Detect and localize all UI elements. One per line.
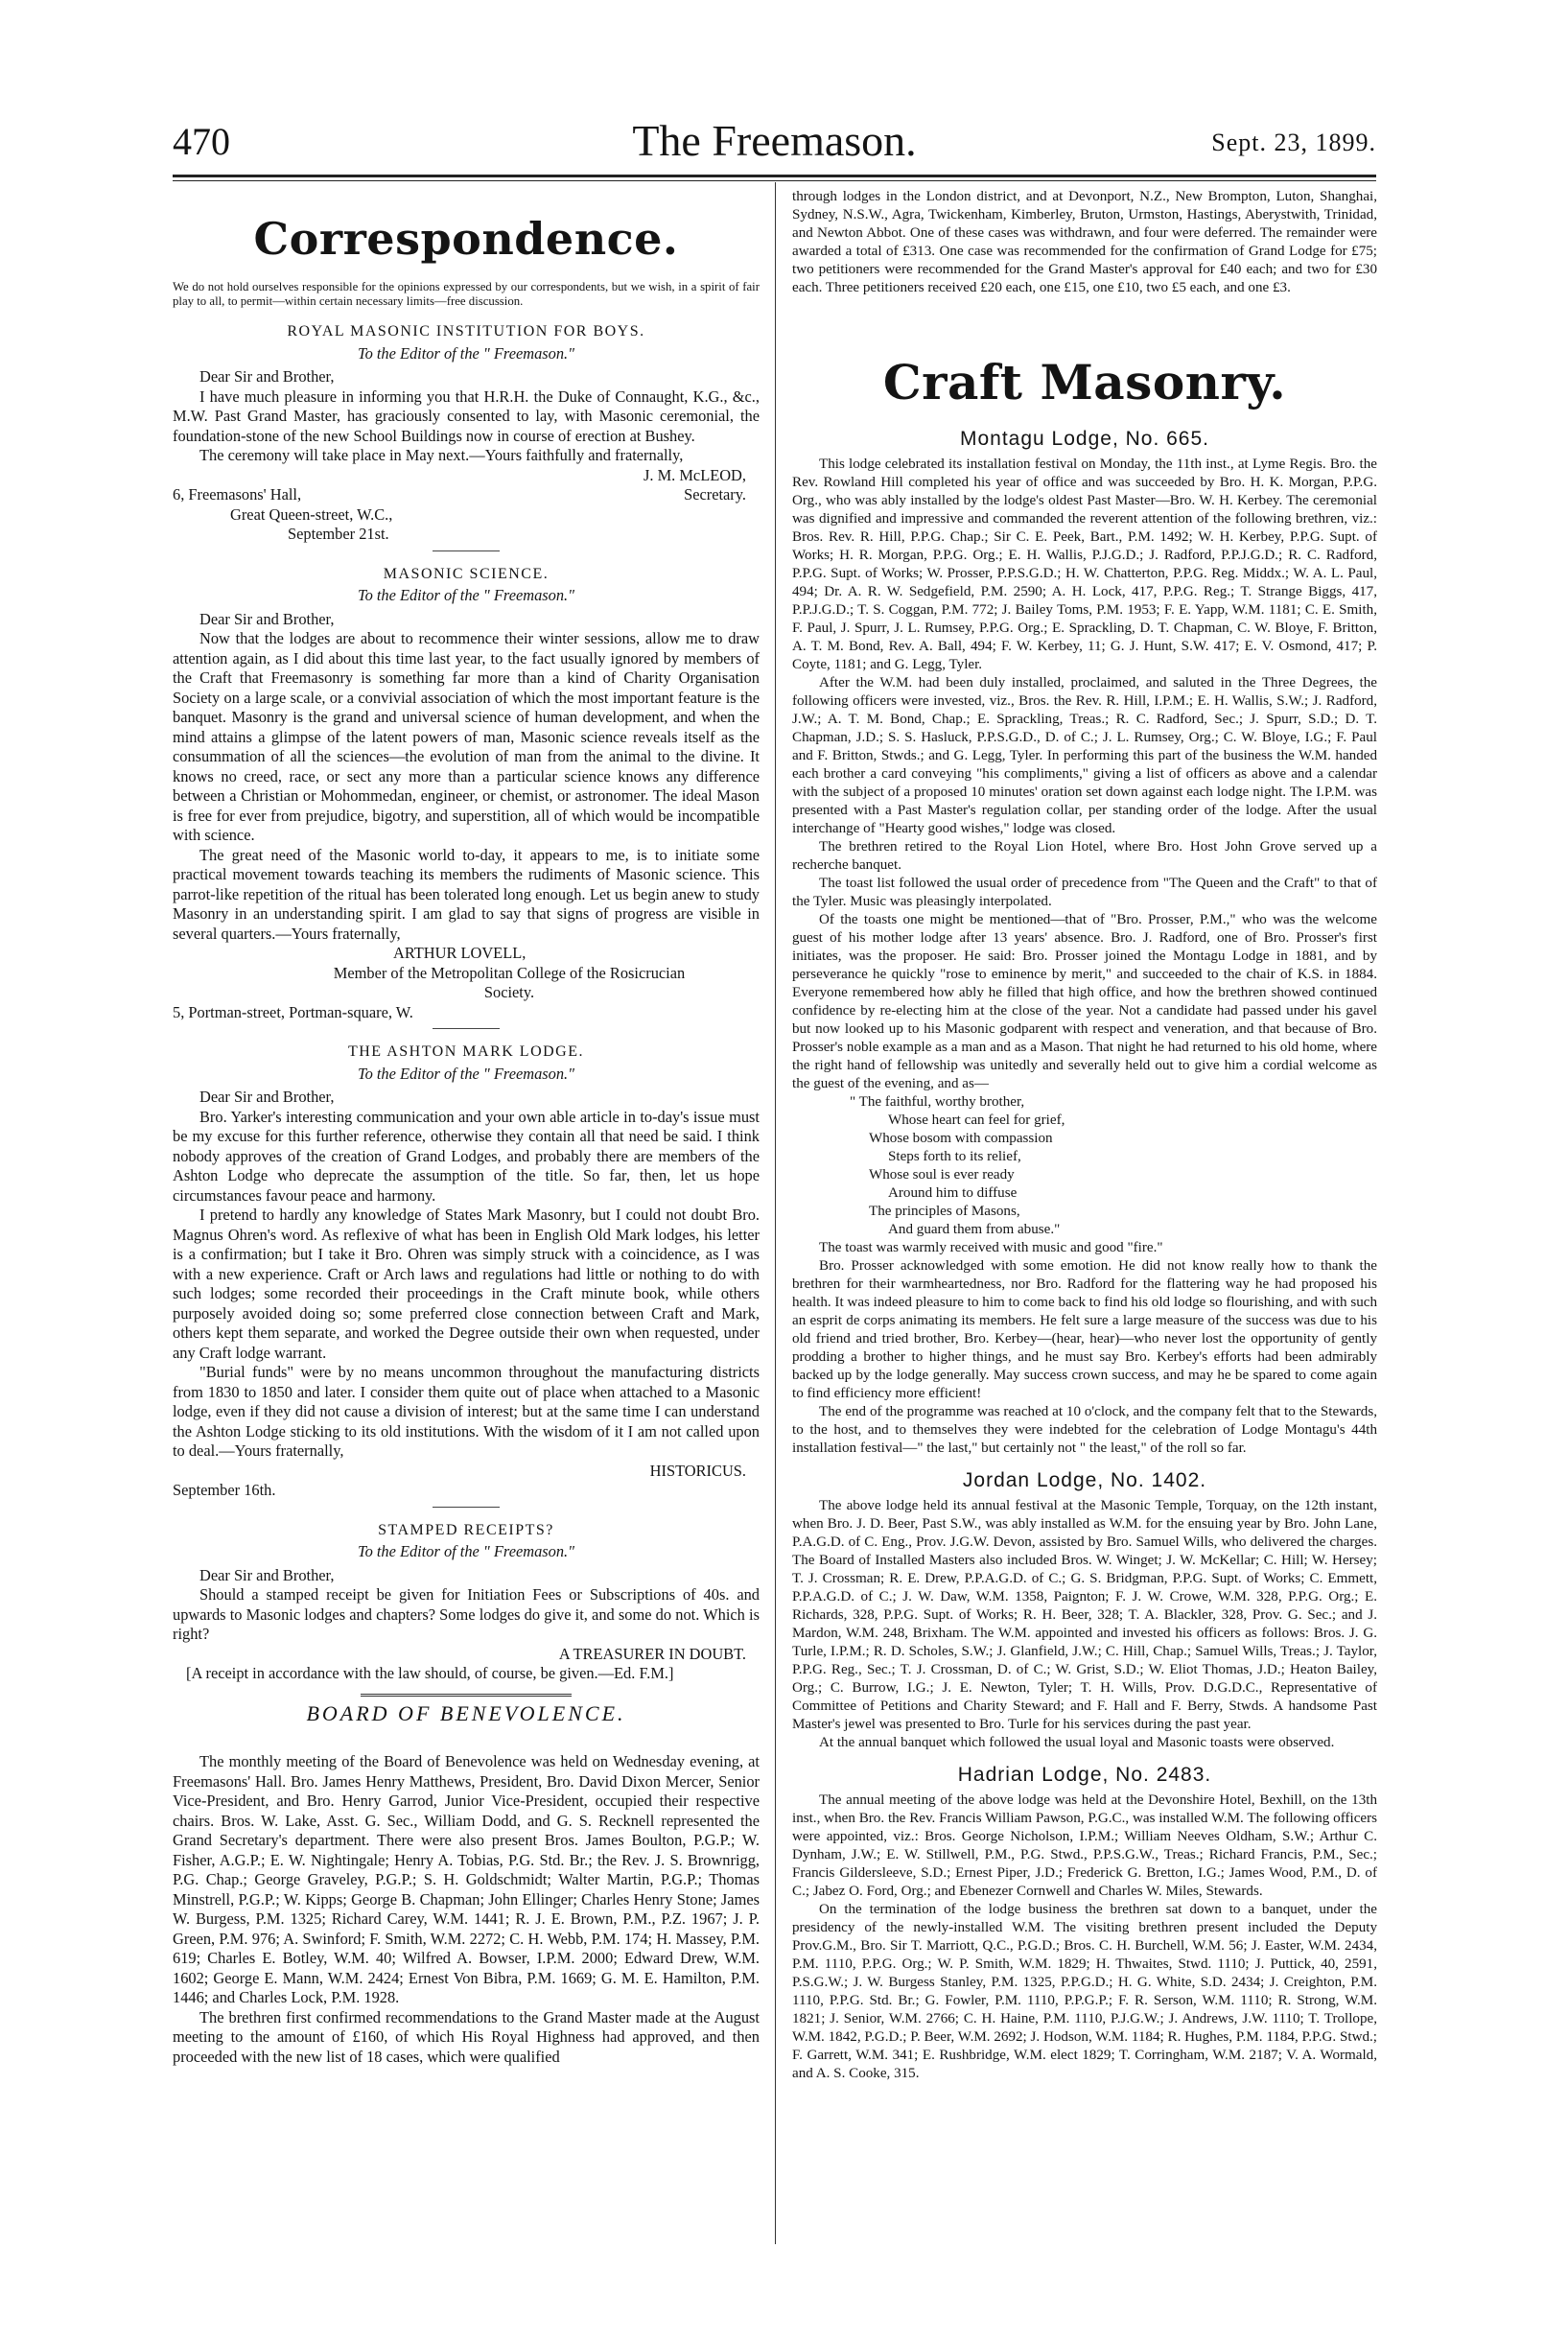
board-paragraph: The brethren first confirmed recommendations to the Grand Master made at the August meeting to the amount of £160, of which His Royal Highness had approved, and then proceeded with the new list of 18 cases, which were qualified [173,2007,760,2066]
letter-title: MASONIC SCIENCE. [383,565,550,582]
lodge-title: Montagu Lodge, No. 665. [959,428,1209,450]
signature: A TREASURER IN DOUBT. [558,1644,746,1663]
to-editor: To the Editor of the " Freemason." [357,343,575,363]
editor-note: [A receipt in accordance with the law should, of course, be given.—Ed. F.M.] [186,1664,674,1682]
board-paragraph: The monthly meeting of the Board of Benevolence was held on Wednesday evening, at Freemasons' Hall. Bro. James Henry Matthews, President, Bro. David Dixon Mercer, Senior Vice-President, and Bro. Henry Garrod, Junior Vice-President, occupied their respective chairs. Bros. W. Lake, Asst. G. Sec., William Dodd, and G. S. Recknell represented the Grand Secretary's department. There were also present Bros. James Boulton, P.G.P.; W. Fisher, A.G.P.; E. W. Nightingale; Henry A. Tobias, P.G. Std. Br.; the Rev. J. S. Brownrigg, P.G. Chap.; George Graveley, P.G.P.; S. H. Goldschmidt; Walter Martin, P.G.P.; Thomas Minstrell, P.G.P.; W. Kipps; George B. Chapman; John Ellinger; Charles Henry Stone; James W. Burgess, P.M. 1325; Richard Carey, W.M. 1441; R. J. E. Brown, P.M., P.Z. 1967; J. P. Green, P.M. 976; A. Swinford; F. Smith, W.M. 2272; C. H. Webb, P.M. 174; H. Massey, P.M. 619; Charles E. Botley, W.M. 40; Wilfred A. Bowser, I.P.M. 2000; Edward Drew, W.M. 1602; George E. Mann, W.M. 2424; Ernest Von Bibra, P.M. 1669; G. M. E. Hamilton, P.M. 1446; and Charles Lock, P.M. 1928. [173,1752,760,2006]
poem-line: Whose soul is ever ready [869,1167,1015,1183]
lodge-paragraph: Bro. Prosser acknowledged with some emotion. He did not know really how to thank the brethren for their warmheartedness, nor Bro. Radford for the flattering way he had proposed his health. It was indeed pleasure to him to come back to find his old lodge so flourishing, and with such an esprit de corps animating its members. He felt sure a large measure of the success was due to his old friend and tried brother, Bro. Kerbey—(hear, hear)—who never lost the opportunity of gently prodding a brother to higher things, and he must say Bro. Kerbey's efforts had been admirably backed up by the lodge generally. May success crown success, and may he be spared to come again to find efficiency more efficient! [792,1258,1377,1401]
poem-line: And guard them from abuse." [888,1222,1061,1237]
letter-royal-masonic [173,322,760,545]
to-editor: To the Editor of the " Freemason." [357,586,575,604]
salutation: Dear Sir and Brother, [199,367,335,386]
letter-paragraph: Now that the lodges are about to recommence their winter sessions, allow me to draw attention again, as I did about this time last year, to the fact usually ignored by members of the Craft that Freemasonry is something far more than a kind of Charity Organisation Society on a large scale, or a convivial association of which the most important feature is the banquet. Masonry is the grand and universal science of human development, and when the mind attains a glimpse of the latent powers of man, Masonic science reveals itself as the consummation of all the sciences—the evolution of man from the animal to the divine. It knows no creed, race, or sect any more than a particular science knows any difference between a Christian or Mohommedan, engineer, or chemist, or astronomer. The ideal Mason is free for ever from prejudice, bigotry, and superstition, all of which would be incompatible with science. [173,629,760,844]
poem-line: Around him to diffuse [888,1185,1018,1201]
to-editor: To the Editor of the " Freemason." [357,1542,575,1560]
address-date: September 21st. [288,525,389,543]
address-row [173,485,760,505]
letter-ashton-mark [173,1042,760,1501]
lodge-title: Hadrian Lodge, No. 2483. [957,1764,1212,1786]
lodge-report-hadrian [792,1766,1377,2083]
letter-masonic-science [173,565,760,1023]
signature-role: Member of the Metropolitan College of the Rosicrucian Society. [333,963,686,1001]
lodge-paragraph: The toast list followed the usual order of precedence from "The Queen and the Craft" to that of the Tyler. Music was pleasingly interpolated. [792,876,1377,909]
lodge-paragraph: The toast was warmly received with music and good "fire." [819,1240,1163,1255]
signature: J. M. McLEOD, [644,465,746,484]
letter-paragraph: The ceremony will take place in May next.—Yours faithfully and fraternally, [199,446,684,464]
correspondence-heading: Correspondence. [253,213,679,265]
lodge-title: Jordan Lodge, No. 1402. [962,1469,1207,1491]
divider [433,1028,500,1029]
poem [792,1093,1377,1239]
craft-heading: Craft Masonry. [882,354,1287,410]
lodge-paragraph: After the W.M. had been duly installed, proclaimed, and saluted in the Three Degrees, the following officers were invested, viz., Bros. the Rev. R. Hill, I.P.M.; E. H. Wallis, S.W.; J. Radford, J.W.; A. T. M. Bond, Chap.; E. Sprackling, Treas.; R. C. Radford, Sec.; J. Spurr, S.D.; D. T. Chapman, J.D.; S. S. Hasluck, P.P.S.G.D., D. of C.; J. L. Rumsey, Org.; C. W. Bloye, I.G.; F. Paul and F. Britton, Stwds.; and G. Legg, Tyler. In performing this part of the business the W.M. handed each brother a card conveying "his compliments," giving a list of officers as above and a calendar with the subject of a proposed 10 minutes' oration set down against each lodge night. The I.P.M. was presented with a Past Master's regulation collar, per standing order of the lodge. After the usual interchange of "Hearty good wishes," lodge was closed. [792,675,1377,836]
right-column [792,188,1377,2083]
letter-paragraph: "Burial funds" were by no means uncommon throughout the manufacturing districts from 1830 to 1850 and later. I consider them quite out of place when attached to a Masonic lodge, even if they did not cause a division of interest; but at the same time I can understand the Ashton Lodge sticking to its old institutions. With the wisdom of it I am not called upon to deal.—Yours fraternally, [173,1363,760,1460]
letter-title: THE ASHTON MARK LODGE. [347,1043,585,1060]
divider [433,1507,500,1508]
letter-stamped-receipts [173,1521,760,1684]
lodge-paragraph: The above lodge held its annual festival at the Masonic Temple, Torquay, on the 12th instant, when Bro. J. D. Beer, Past S.W., was ably installed as W.M. for the ensuing year by Bro. John Lane, P.A.G.D. of C. Eng., Prov. J.G.W. Devon, assisted by Bro. Samuel Wills, who delivered the charges. The Board of Installed Masters also included Bros. W. Winget; J. W. McKellar; C. Hill; W. Hersey; T. J. Crossman; R. E. Drew, P.P.A.G.D. of C.; G. S. Bridgman, P.P.G. Supt. of Works; C. Emmett, P.P.A.G.D. of C.; J. W. Daw, W.M. 1358, Paignton; F. J. W. Crowe, W.M. 328, P.P.G. Org.; E. Richards, 328, P.P.G. Supt. of Works; R. H. Beer, 328; T. A. Blackler, 328, Prov. G. Sec.; and J. Mardon, W.M. 248, Brixham. The W.M. appointed and invested his officers as follows: Bros. J. G. Turle, I.P.M.; R. D. Scholes, S.W.; J. Glanfield, J.W.; C. Hill, Chap.; Samuel Wills, Treas.; J. Taylor, P.P.G. Reg., Sec.; T. J. Crossman, D. of C.; W. Grist, S.D.; W. Eliot Thomas, J.D.; Heaton Bailey, Org.; C. Burrow, I.G.; J. E. Newton, Tyler; T. H. Wills, Prov. D.G.D.C., Representative of Committee of Petitions and Charity Steward; and F. Hall and F. Berry, Stwds. A handsome Past Master's jewel was presented to Bro. Turle for his services during the past year. [792,1498,1377,1732]
salutation: Dear Sir and Brother, [199,1565,335,1584]
salutation: Dear Sir and Brother, [199,1088,335,1106]
poem-line: " The faithful, worthy brother, [850,1094,1025,1110]
letter-paragraph: The great need of the Masonic world to-day, it appears to me, is to initiate some practical movement towards teaching its members the rudiments of Masonic science. This parrot-like repetition of the ritual has been tolerated long enough. Let us begin anew to study Masonry in an understanding spirit. I am glad to say that signs of progress are visible in several quarters.—Yours fraternally, [173,845,760,943]
to-editor: To the Editor of the " Freemason." [357,1064,575,1083]
poem-line: The principles of Masons, [869,1204,1020,1219]
address-line: Great Queen-street, W.C., [230,504,393,524]
lodge-report-jordan [792,1471,1377,1752]
signature-role: Secretary. [684,485,746,504]
address-line: 5, Portman-street, Portman-square, W. [173,1002,413,1021]
lodge-paragraph: This lodge celebrated its installation festival on Monday, the 11th inst., at Lyme Regis. Bro. the Rev. Rowland Hill completed his year of office and was succeeded by Bro. H. K. Morgan, P.P.G. Org., who was ably installed by the lodge's oldest Past Master—Bro. W. H. Kerbey. The ceremonial was dignified and impressive and commanded the reverent attention of the following brethren, viz.: Bros. Rev. R. Hill, P.P.G. Chap.; Sir C. E. Peek, Bart., P.M. 1492; W. H. Kerbey, P.P.G. Supt. of Works; H. R. Morgan, P.P.G. Org.; E. H. Wallis, P.J.G.D.; J. Radford, P.P.J.G.D.; R. C. Radford, P.P.G. Supt. of Works; W. Prosser, P.P.S.G.D.; H. W. Chatterton, P.P.G. Reg. Middx.; W. A. L. Paul, 494; Dr. A. R. W. Sedgefield, P.M. 2590; A. H. Lock, 417, P.P.G. Reg.; T. Strange Biggs, 417, P.P.J.G.D.; T. S. Coggan, P.M. 772; J. Bailey Toms, P.M. 1953; F. E. Yapp, W.M. 1181; C. E. Smith, F. Paul, J. Spurr, J. L. Rumsey, P.P.G. Org.; E. Sprackling, D. T. Chapman, C. W. Bloye, F. Britton, A. T. M. Bond, Rev. A. Ball, 494; F. W. Kerbey, 11; G. J. Hunt, S.W. 417; E. V. Osmond, 417; P. Coyte, 1181; and G. Legg, Tyler. [792,457,1377,672]
lodge-report-montagu [792,430,1377,1458]
salutation: Dear Sir and Brother, [199,609,335,628]
signature: ARTHUR LOVELL, [393,944,527,962]
lodge-paragraph: At the annual banquet which followed the usual loyal and Masonic toasts were observed. [819,1735,1335,1750]
board-paragraph-continued: through lodges in the London district, and at Devonport, N.Z., New Brompton, Luton, Shanghai, Sydney, N.S.W., Agra, Twickenham, Kimberley, Bruton, Urmston, Hastings, Aberystwith, Trinidad, and Newton Abbot. One of these cases was withdrawn, and four were deferred. The remainder were awarded a total of £313. One case was recommended for the confirmation of Grand Lodge for £75; two petitioners were recommended for the Grand Master's approval for £40 each; and two for £30 each. Three petitioners received £20 each, one £15, one £10, two £5 each, and one £3. [792,189,1377,295]
address-date: September 16th. [173,1481,276,1499]
section-divider [361,1694,572,1698]
signature: HISTORICUS. [649,1461,746,1480]
left-column [173,188,760,2067]
letter-paragraph: Should a stamped receipt be given for Initiation Fees or Subscriptions of 40s. and upwards to Masonic lodges and chapters? Some lodges do give it, and some do not. Which is right? [173,1585,760,1643]
lodge-paragraph: Of the toasts one might be mentioned—that of "Bro. Prosser, P.M.," who was the welcome guest of his mother lodge after 13 years' absence. Bro. J. Radford, one of Bro. Prosser's first initiates, was the proposer. He said: Bro. Prosser joined the Montagu Lodge in 1881, and by perseverance he quickly "rose to eminence by merit," and succeeded to the chair of K.S. in 1884. Everyone remembered how ably he filled that high office, and how the brethren showed continued confidence by re-electing him at the close of the year. Not a candidate had passed under his gavel but now looked up to his Masonic godparent with respect and veneration, and that because of Bro. Prosser's noble example as a man and as a Mason. That night he had returned to his old home, where the right hand of fellowship was unitedly and severally held out to give him a cordial welcome as the guest of the evening, and as— [792,912,1377,1091]
page-header [173,115,1376,169]
letter-title: ROYAL MASONIC INSTITUTION FOR BOYS. [287,323,645,340]
masthead-title: The Freemason. [632,116,917,165]
poem-line: Steps forth to its relief, [888,1149,1021,1164]
lodge-paragraph: The annual meeting of the above lodge was held at the Devonshire Hotel, Bexhill, on the 13th inst., when Bro. the Rev. Francis William Pawson, P.G.C., was installed W.M. The following officers were appointed, viz.: Bros. George Nicholson, I.P.M.; William Neeves Oldham, S.W.; Arthur C. Dynham, J.W.; E. W. Stillwell, P.M., P.G. Stwd., P.P.S.G.W., Treas.; Richard Francis, P.M., Sec.; Francis Gildersleeve, S.D.; Ernest Piper, J.D.; Frederick G. Bretton, I.G.; James Wood, P.M., D. of C.; Jabez O. Ford, Org.; and Ebenezer Cornwell and Charles W. Miles, Stewards. [792,1792,1377,1899]
poem-line: Whose bosom with compassion [869,1131,1053,1146]
poem-line: Whose heart can feel for grief, [888,1112,1065,1128]
letter-paragraph: I have much pleasure in informing you that H.R.H. the Duke of Connaught, K.G., &c., M.W. Past Grand Master, has graciously consented to lay, with Masonic ceremonial, the foundation-stone of the new School Buildings now in course of erection at Bushey. [173,386,760,445]
page-number: 470 [173,120,230,163]
issue-date: Sept. 23, 1899. [1211,129,1376,156]
address-line: 6, Freemasons' Hall, [173,485,302,504]
lodge-paragraph: The end of the programme was reached at 10 o'clock, and the company felt that to the Stewards, to the host, and to themselves they were indebted for the celebration of Lodge Montagu's 44th installation festival—" the last," but certainly not " the least," of the roll so far. [792,1404,1377,1456]
letter-paragraph: Bro. Yarker's interesting communication and your own able article in to-day's issue must be my excuse for this further reference, otherwise they contain all that need be said. I think nobody approves of the creation of Grand Lodges, and probably there are members of the Ashton Lodge who deprecate the assumption of the title. So far, then, let us hope circumstances favour peace and harmony. [173,1107,760,1205]
letter-title: STAMPED RECEIPTS? [378,1521,554,1538]
lodge-paragraph: The brethren retired to the Royal Lion Hotel, where Bro. Host John Grove served up a recherche banquet. [792,839,1377,873]
letter-paragraph: I pretend to hardly any knowledge of States Mark Masonry, but I could not doubt Bro. Magnus Ohren's word. As reflexive of what has been in English Old Mark lodges, his letter is a confirmation; but I take it Bro. Ohren was simply struck with a coincidence, as I was with a new experience. Craft or Arch laws and regulations had little or nothing to do with such lodges; some recorded their proceedings in the Craft minute book, while others purposely avoided doing so; some preferred close connection between Craft and Mark, others kept them separate, and worked the Degree outside their own when requested, under any Craft lodge warrant. [173,1206,760,1362]
disclaimer: We do not hold ourselves responsible for the opinions expressed by our correspondents, but we wish, in a spirit of fair play to all, to permit—within certain necessary limits—free discussion. [173,280,760,308]
header-rule [173,175,1376,181]
column-divider [775,182,776,2244]
divider [433,550,500,551]
lodge-paragraph: On the termination of the lodge business the brethren sat down to a banquet, under the presidency of the newly-installed W.M. The visiting brethren present included the Deputy Prov.G.M., Bro. Sir T. Marriott, Q.C., P.G.D.; Bros. C. H. Burchell, W.M. 56; J. Easter, W.M. 2434, P.M. 1110, P.P.G. Org.; W. P. Smith, W.M. 1829; H. Thwaites, Stwd. 1110; J. Puttick, 40, 2591, P.S.G.W.; J. W. Burgess Stanley, P.M. 1325, P.P.G.D.; H. G. White, S.D. 2434; J. Creighton, P.M. 1110, P.P.G. Std. Br.; G. Fowler, P.M. 1110, P.P.G.P.; F. R. Serson, W.M. 1110; R. Strong, W.M. 1821; J. Senior, W.M. 2766; C. H. Haine, P.M. 1110, P.J.G.W.; J. Andrews, J.W. 1110; T. Trollope, W.M. 1842, P.G.D.; P. Beer, W.M. 2692; J. Hodson, W.M. 1184; R. Hughes, P.M. 1184, P.P.G. Stwd.; F. Garrett, W.M. 341; E. Rushbridge, W.M. elect 1829; T. Corringham, W.M. 2187; V. A. Wormald, and A. S. Cooke, 315. [792,1902,1377,2081]
board-heading: BOARD OF BENEVOLENCE. [306,1700,626,1725]
